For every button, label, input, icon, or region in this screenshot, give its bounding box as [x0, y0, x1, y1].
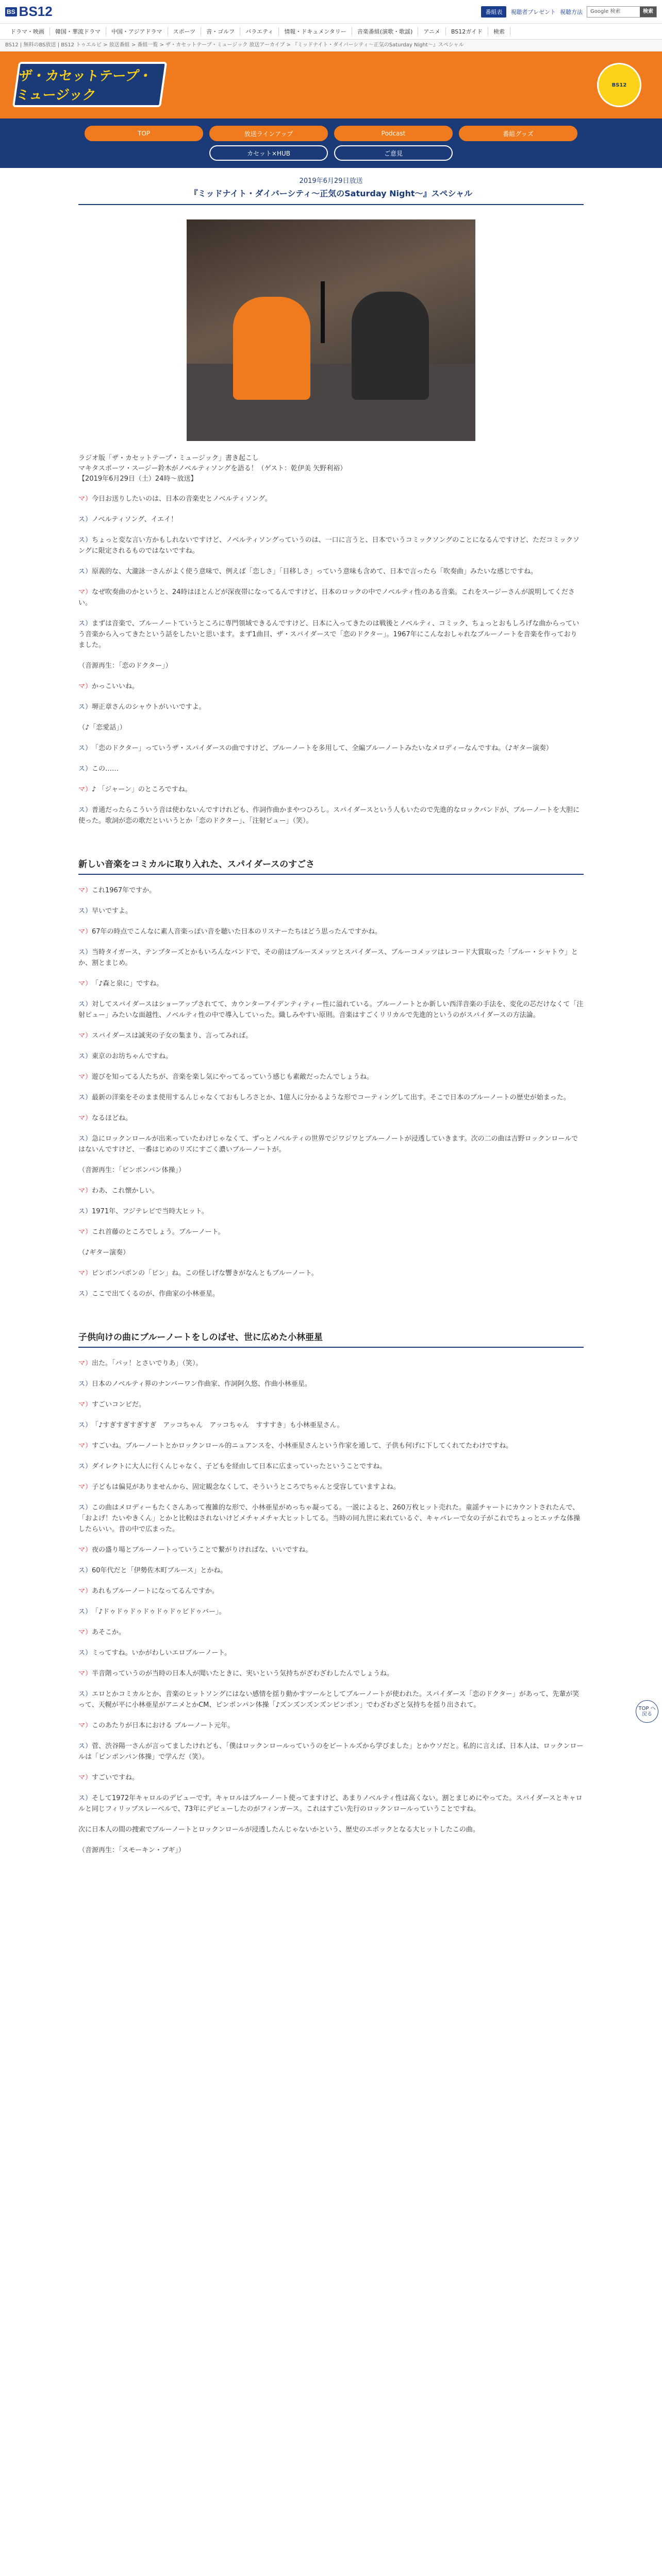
transcript-line	[78, 1502, 584, 1535]
present-link[interactable]: 視聴者プレゼント	[510, 8, 556, 15]
speaker-text: スパイダースは誠実の子女の集まり、言ってみれば。	[92, 1032, 253, 1040]
speaker-text: まずは音楽で、ブルーノートていうところに専門領域できるんですけど、日本に入ってきたのは戦後とノベルティ、コミック、ちょっとおもしろげな曲からっていう音楽から入ってきたという話をしたいと思います。まず1曲目、ザ・スパイダースで「恋のドクター」。1967年にこんなおしゃれなブルーノートを音楽を作っておりました。	[78, 620, 580, 649]
speaker-label: マ）	[78, 1032, 92, 1040]
speaker-label: ス）	[78, 703, 92, 711]
speaker-text: ノベルティソング、イエイ！	[92, 516, 178, 523]
program-menu	[0, 118, 662, 168]
transcript-line	[78, 926, 584, 937]
speaker-text: この曲はメロディーもたくさんあって複雑的な形で、小林亜星がめっちゃ凝ってる。一説によると、260万枚ヒット売れた。童謡チャートにカウントされたんで、「およげ！たいやきくん」とかと比較はされないけどメチャメチャ大ヒットしてる。当時の同九世に来れているぐ、キャバレーで女の子がこれでちょっとエッチな体操したらいい。昔の中で広まった。	[78, 1504, 581, 1533]
speaker-label: ス）	[78, 907, 92, 915]
speaker-text: 67年の時点でこんなに素人音楽っぽい音を聴いた日本のリスナーたちはどう思ったんですかね。	[92, 928, 382, 936]
intro-line: 【2019年6月29日（土）24時〜放送】	[78, 475, 197, 483]
transcript-line	[78, 1627, 584, 1638]
speaker-text: すごいね。ブルーノートとかロックンロール的ニュアンスを、小林亜星さんという作家を通して、子供も何げに下してくれてたわけですね。	[92, 1442, 513, 1450]
speaker-text: 夜の盛り場とブルーノートっていうことで繋がりければな、いいですね。	[92, 1546, 312, 1554]
speaker-text: 最新の洋楽をそのまま使用するんじゃなくておもしろさとか、1億人に分かるような形でコーティングして出す。そこで日本のブルーノートの歴史が始まった。	[92, 1094, 570, 1101]
speaker-label: ス）	[78, 806, 92, 814]
speaker-label: マ）	[78, 1073, 92, 1081]
nav-item[interactable]: 音・ゴルフ	[201, 27, 240, 36]
speaker-text: 60年代だと「伊勢佐木町ブルース」とかね。	[92, 1567, 227, 1574]
speaker-text: エロとかコミカルとか、音楽のヒットソングにはない感情を揺り動かすツールとしてブルーノートが使われた。スパイダース「恋のドクター」があって、先輩が笑って、天幌が平に小林亜星がアニメとかCM、ピンポンパン体操「♪ズンズンズンズンピンポン」でわざわざと気持ちを揺り出されて。	[78, 1690, 580, 1709]
speaker-text: ミってすね。いかがわしいエロブルーノート。	[92, 1649, 231, 1657]
speaker-label: マ）	[78, 588, 92, 596]
nav-item[interactable]: BS12ガイド	[446, 27, 488, 36]
menu-podcast-button[interactable]: Podcast	[334, 126, 453, 141]
speaker-text: 早いですよ。	[92, 907, 133, 915]
speaker-label: マ）	[78, 1187, 92, 1195]
speaker-label: ス）	[78, 1608, 92, 1616]
speaker-text: ダイレクトに大人に行くんじゃなく、子どもを経由して日本に広まっていったということですね。	[92, 1463, 387, 1470]
transcript-line	[78, 618, 584, 651]
speaker-label: ス）	[78, 1742, 92, 1750]
transcript-line	[78, 660, 584, 671]
transcript-line	[78, 722, 584, 733]
speaker-text: これ1967年ですか。	[92, 887, 156, 894]
speaker-text: 普通だったらこういう音は使わないんですけれども、作詞作曲かまやつひろし。スパイダースという人もいたので先進的なロックバンドが、ブルーノートを大胆に使った。歌詞が恋の歌だといいうとか「恋のドクター」、「注射ピュー」（笑）。	[78, 806, 580, 825]
speaker-text: ♪ 「ジャーン」のところですね。	[92, 786, 192, 793]
studio-photo	[187, 219, 475, 441]
transcript-line	[78, 1358, 584, 1369]
speaker-text: 遊びを知ってる人たちが、音楽を楽し気にやってるっていう感じも素敵だったんでしょうね。	[92, 1073, 374, 1081]
speaker-text: あれもブルーノートになってるんですか。	[92, 1587, 219, 1595]
transcript-line	[78, 1689, 584, 1710]
speaker-label: マ）	[78, 1670, 92, 1677]
speaker-text: あそこか。	[92, 1629, 126, 1636]
speaker-text: 日本のノベルティ界のナンバーワン作曲家、作詞阿久悠、作曲小林亜星。	[92, 1380, 311, 1388]
transcript-line	[78, 1420, 584, 1431]
speaker-label: ス）	[78, 1649, 92, 1657]
transcript-line	[78, 1206, 584, 1217]
nav-item[interactable]: 情報・ドキュメンタリー	[279, 27, 352, 36]
transcript-line	[78, 1185, 584, 1196]
speaker-label: マ）	[78, 1629, 92, 1636]
program-hero	[0, 52, 662, 118]
transcript-line	[78, 514, 584, 525]
logo-sub: BS	[5, 7, 17, 16]
transcript-line	[78, 681, 584, 692]
section-heading: 子供向けの曲にブルーノートをしのばせ、世に広めた小林亜星	[78, 1309, 584, 1348]
transcript-line	[78, 906, 584, 917]
speaker-text: 出た。「パッ！とさいでりあ」（笑）。	[92, 1360, 203, 1367]
transcript-line	[78, 1113, 584, 1124]
speaker-label: マ）	[78, 1269, 92, 1277]
transcript-block-2	[78, 885, 584, 1299]
transcript-line	[78, 764, 584, 774]
nav-item[interactable]: 韓国・華流ドラマ	[50, 27, 106, 36]
search-input[interactable]: Google 検索	[590, 8, 621, 14]
speaker-label: ス）	[78, 1053, 92, 1060]
speaker-label: ス）	[78, 948, 92, 956]
transcript-line	[78, 1793, 584, 1815]
speaker-label: ス）	[78, 1421, 92, 1429]
transcript-line	[78, 947, 584, 969]
program-guide-button[interactable]: 番組表	[481, 6, 506, 18]
speaker-label: ス）	[78, 1001, 92, 1008]
transcript-line	[78, 1379, 584, 1389]
speaker-text: 「♪ドゥドゥドゥドゥドゥドゥビドゥバー」。	[92, 1608, 226, 1616]
transcript-line	[78, 535, 584, 556]
transcript-line	[78, 587, 584, 608]
search-box[interactable]	[587, 6, 657, 18]
menu-hub-button[interactable]: カセット×HUB	[209, 145, 328, 161]
speaker-label: マ）	[78, 1360, 92, 1367]
transcript-line	[78, 1268, 584, 1279]
transcript-line	[78, 1440, 584, 1451]
speaker-label: マ）	[78, 1546, 92, 1554]
transcript-line	[78, 1072, 584, 1082]
speaker-label: ス）	[78, 1208, 92, 1215]
speaker-label: マ）	[78, 786, 92, 793]
speaker-label: マ）	[78, 1483, 92, 1491]
speaker-label: ス）	[78, 1290, 92, 1298]
speaker-text: ここで出てくるのが、作曲家の小林亜星。	[92, 1290, 220, 1298]
speaker-text: 急にロックンロールが出来っていたわけじゃなくて、ずっとノベルティの世界でジワジワとブルーノートが浸透していきます。次の二の曲は吉野ロックンロールではないんですけど、一番はじめのリズにすごく濃いブルーノートが。	[78, 1135, 578, 1154]
speaker-label: ス）	[78, 765, 92, 773]
speaker-label: ス）	[78, 536, 92, 544]
transcript-line	[78, 1165, 584, 1176]
logo-text: BS12	[19, 4, 53, 19]
nav-item[interactable]: スポーツ	[168, 27, 202, 36]
speaker-label: ス）	[78, 1380, 92, 1388]
speaker-label: マ）	[78, 887, 92, 894]
hero-badge: BS12	[597, 63, 641, 107]
program-logo[interactable]: ザ・カセットテープ・ミュージック	[12, 62, 167, 107]
speaker-text: 「♪森と泉に」ですね。	[92, 980, 163, 988]
speaker-label: マ）	[78, 1228, 92, 1236]
breadcrumb[interactable]: BS12 | 無料のBS放送 | BS12 トゥエルビ > 放送番組 > 番組一覧 > ザ・カセットテープ・ミュージック 放送アーカイブ > 『ミッドナイト・ダイバーシティ〜正気のSaturday Night〜』スペシャル	[0, 40, 662, 52]
transcript-line	[78, 1092, 584, 1103]
speaker-text: 東京のお坊ちゃんですね。	[92, 1053, 173, 1060]
menu-goods-button[interactable]: 番組グッズ	[459, 126, 577, 141]
speaker-label: ス）	[78, 1463, 92, 1470]
speaker-text: （音源再生：「ピンポンパン体操」）	[78, 1166, 186, 1174]
article-title: 『ミッドナイト・ダイバーシティ〜正気のSaturday Night〜』スペシャル	[78, 187, 584, 205]
speaker-text: ちょっと変な言い方かもしれないですけど、ノベルティソングっていうのは、一口に言うと、日本でいうコミックソングのことになるんですけど、ただコミックソングに限定されるものではないですね。	[78, 536, 580, 555]
speaker-text: （♪ギター演奏）	[78, 1249, 130, 1257]
how-to-watch-link[interactable]: 視聴方法	[560, 8, 583, 15]
transcript-line	[78, 1720, 584, 1731]
menu-feedback-button[interactable]: ご意見	[334, 145, 453, 161]
speaker-label: マ）	[78, 495, 92, 503]
nav-item[interactable]: 検索	[488, 27, 510, 36]
speaker-label: ス）	[78, 1094, 92, 1101]
transcript-line	[78, 1227, 584, 1238]
transcript-line	[78, 1545, 584, 1555]
speaker-label: マ）	[78, 683, 92, 690]
transcript-line	[78, 1482, 584, 1493]
speaker-text: 対してスパイダースはショーアップされてて、カウンターアイデンティティー性に溢れている。ブルーノートとか新しい西洋音楽の手法を、変化の芯だけなくて「注射ピュー」みたいな面越性、ノベルティ性の中で導入していった。織しみやすい原則。音楽はすごくリリカルで先進的というのがスパイダースの方法論。	[78, 1001, 584, 1019]
transcript-line	[78, 999, 584, 1021]
speaker-text: 半音階っていうのが当時の日本人が聞いたときに、実いという気持ちがざわざわしたんでしょうね。	[92, 1670, 394, 1677]
speaker-label: マ）	[78, 1587, 92, 1595]
speaker-text: （♪「恋愛話」）	[78, 724, 126, 732]
transcript-line	[78, 1648, 584, 1658]
menu-top-button[interactable]: TOP	[85, 126, 203, 141]
intro-line: ラジオ版「ザ・カセットテープ・ミュージック」書き起こし	[78, 454, 259, 462]
search-button[interactable]: 検索	[640, 7, 656, 17]
speaker-text: なるほどね。	[92, 1114, 133, 1122]
speaker-text: このあたりが日本における ブルーノート元年。	[92, 1722, 234, 1730]
speaker-text: 子どもは偏見がありませんから、固定観念なくして、そういうところでちゃんと受容していますよね。	[92, 1483, 400, 1491]
speaker-label: ス）	[78, 568, 92, 575]
speaker-label: ス）	[78, 1135, 92, 1143]
speaker-text: 「♪すぎすぎすぎすぎ アッコちゃん アッコちゃん すすすき」も小林亜星さん。	[92, 1421, 344, 1429]
speaker-text: この……	[92, 765, 119, 773]
transcript-line	[78, 1030, 584, 1041]
transcript-line	[78, 885, 584, 896]
speaker-text: なぜ吹奏曲のかというと、24時はほとんどが深夜帯になってるんですけど、日本のロックの中でノベルティ性のある音楽。これをスージーさんが説明してください。	[78, 588, 575, 607]
speaker-text: 今日お送りしたいのは、日本の音楽史とノベルティソング。	[92, 495, 272, 503]
broadcast-date: 2019年6月29日放送	[299, 177, 363, 185]
speaker-label: マ）	[78, 1722, 92, 1730]
speaker-text: 原義的な、大瀧詠一さんがよく使う意味で、例えば「恋しさ」「目移しさ」っていう意味も含めて、日本で言ったら「吹奏曲」みたいな感じですね。	[92, 568, 537, 575]
speaker-label: ス）	[78, 1794, 92, 1802]
transcript-line	[78, 978, 584, 989]
transcript-line	[78, 1772, 584, 1783]
speaker-text: すごいコンビだ。	[92, 1401, 146, 1409]
transcript-line	[78, 1606, 584, 1617]
speaker-label: マ）	[78, 980, 92, 988]
speaker-label: マ）	[78, 1442, 92, 1450]
speaker-text: ピンポンパポンの「ピン」ね。この怪しげな響きがなんともブルーノート。	[92, 1269, 318, 1277]
speaker-text: （音源再生：「スモーキン・ブギ」）	[78, 1846, 185, 1854]
intro-line: マキタスポーツ・スージー鈴木がノベルティソングを語る！（ゲスト：乾伊美 矢野利裕）	[78, 465, 347, 472]
transcript-line	[78, 1824, 584, 1835]
speaker-label: ス）	[78, 1567, 92, 1574]
speaker-label: ス）	[78, 516, 92, 523]
section-heading: 新しい音楽をコミカルに取り入れた、スパイダースのすごさ	[78, 836, 584, 875]
nav-item[interactable]: 音楽番組(演歌・歌謡)	[352, 27, 419, 36]
transcript-block-3	[78, 1358, 584, 1856]
speaker-text: （音源再生：「恋のドクター」）	[78, 662, 172, 670]
nav-item[interactable]: 中国・アジアドラマ	[106, 27, 168, 36]
transcript-line	[78, 1845, 584, 1856]
transcript-line	[78, 1247, 584, 1258]
speaker-text: 堺正章さんのシャウトがいいですよ。	[92, 703, 206, 711]
site-header	[0, 0, 662, 24]
transcript-line	[78, 1289, 584, 1299]
speaker-text: これ首藤のところでしょう。ブルーノート。	[92, 1228, 225, 1236]
transcript-line	[78, 743, 584, 754]
article-intro	[78, 453, 584, 484]
transcript-line	[78, 494, 584, 504]
transcript-line	[78, 1051, 584, 1062]
transcript-line	[78, 1461, 584, 1472]
transcript-line	[78, 784, 584, 795]
speaker-text: かっこいいね。	[92, 683, 139, 690]
speaker-text: 次に日本人の間の捜索でブルーノートとロックンロールが浸透したんじゃないかという、歴史のエポックとなる大ヒットしたこの曲。	[78, 1826, 479, 1834]
speaker-text: わあ、これ懐かしい。	[92, 1187, 159, 1195]
back-to-top-button[interactable]: TOP へ戻る	[636, 1700, 658, 1723]
speaker-label: ス）	[78, 1690, 92, 1698]
speaker-label: マ）	[78, 1114, 92, 1122]
speaker-label: マ）	[78, 1774, 92, 1782]
transcript-line	[78, 1133, 584, 1155]
speaker-label: ス）	[78, 1504, 92, 1512]
speaker-label: ス）	[78, 620, 92, 628]
speaker-text: すごいですね。	[92, 1774, 139, 1782]
speaker-label: マ）	[78, 1401, 92, 1409]
speaker-text: 当時タイガース、テンプターズとかもいろんなバンドで、その前はブルースメッツとスパイダース、ブルーコメッツはレコード大賞取った「ブルー・シャトウ」とか、割とまじめ。	[78, 948, 578, 967]
article	[78, 168, 584, 1856]
nav-item[interactable]: バラエティ	[240, 27, 279, 36]
nav-item[interactable]: ドラマ・映画	[5, 27, 50, 36]
transcript-block-1	[78, 494, 584, 826]
transcript-line	[78, 1586, 584, 1597]
speaker-label: マ）	[78, 928, 92, 936]
genre-nav	[0, 24, 662, 40]
speaker-text: 1971年、フジテレビで当時大ヒット。	[92, 1208, 208, 1215]
speaker-text: そして1972年キャロルのデビューです。キャロルはブルーノート使ってますけど、あまりノベルティ性は高くない。割とまじめにやってた。スパイダースとキャロルと同じフィリップスレーベルで、73年にデビューしたのがフィンガース。これはすごい先行のロックンロールっていうことですね。	[78, 1794, 583, 1813]
transcript-line	[78, 1565, 584, 1576]
transcript-line	[78, 1399, 584, 1410]
transcript-line	[78, 1741, 584, 1762]
menu-lineup-button[interactable]: 放送ラインアップ	[209, 126, 328, 141]
transcript-line	[78, 702, 584, 713]
speaker-label: ス）	[78, 744, 92, 752]
transcript-line	[78, 805, 584, 826]
transcript-line	[78, 566, 584, 577]
speaker-text: 「恋のドクター」っていうザ・スパイダースの曲ですけど、ブルーノートを多用して、全編ブルーノートみたいなメロディーなんですね。（♪ギター演奏）	[92, 744, 553, 752]
nav-item[interactable]: アニメ	[418, 27, 445, 36]
speaker-text: 菅、渋谷陽一さんが言ってましたけれども、「僕はロックンロールっていうのをビートルズから学びました」とかウソだと。私的に言えば、日本人は、ロックンロールは「ピンポンパン体操」で学んだ（笑）。	[78, 1742, 584, 1761]
transcript-line	[78, 1668, 584, 1679]
bs12-logo[interactable]	[5, 4, 53, 20]
